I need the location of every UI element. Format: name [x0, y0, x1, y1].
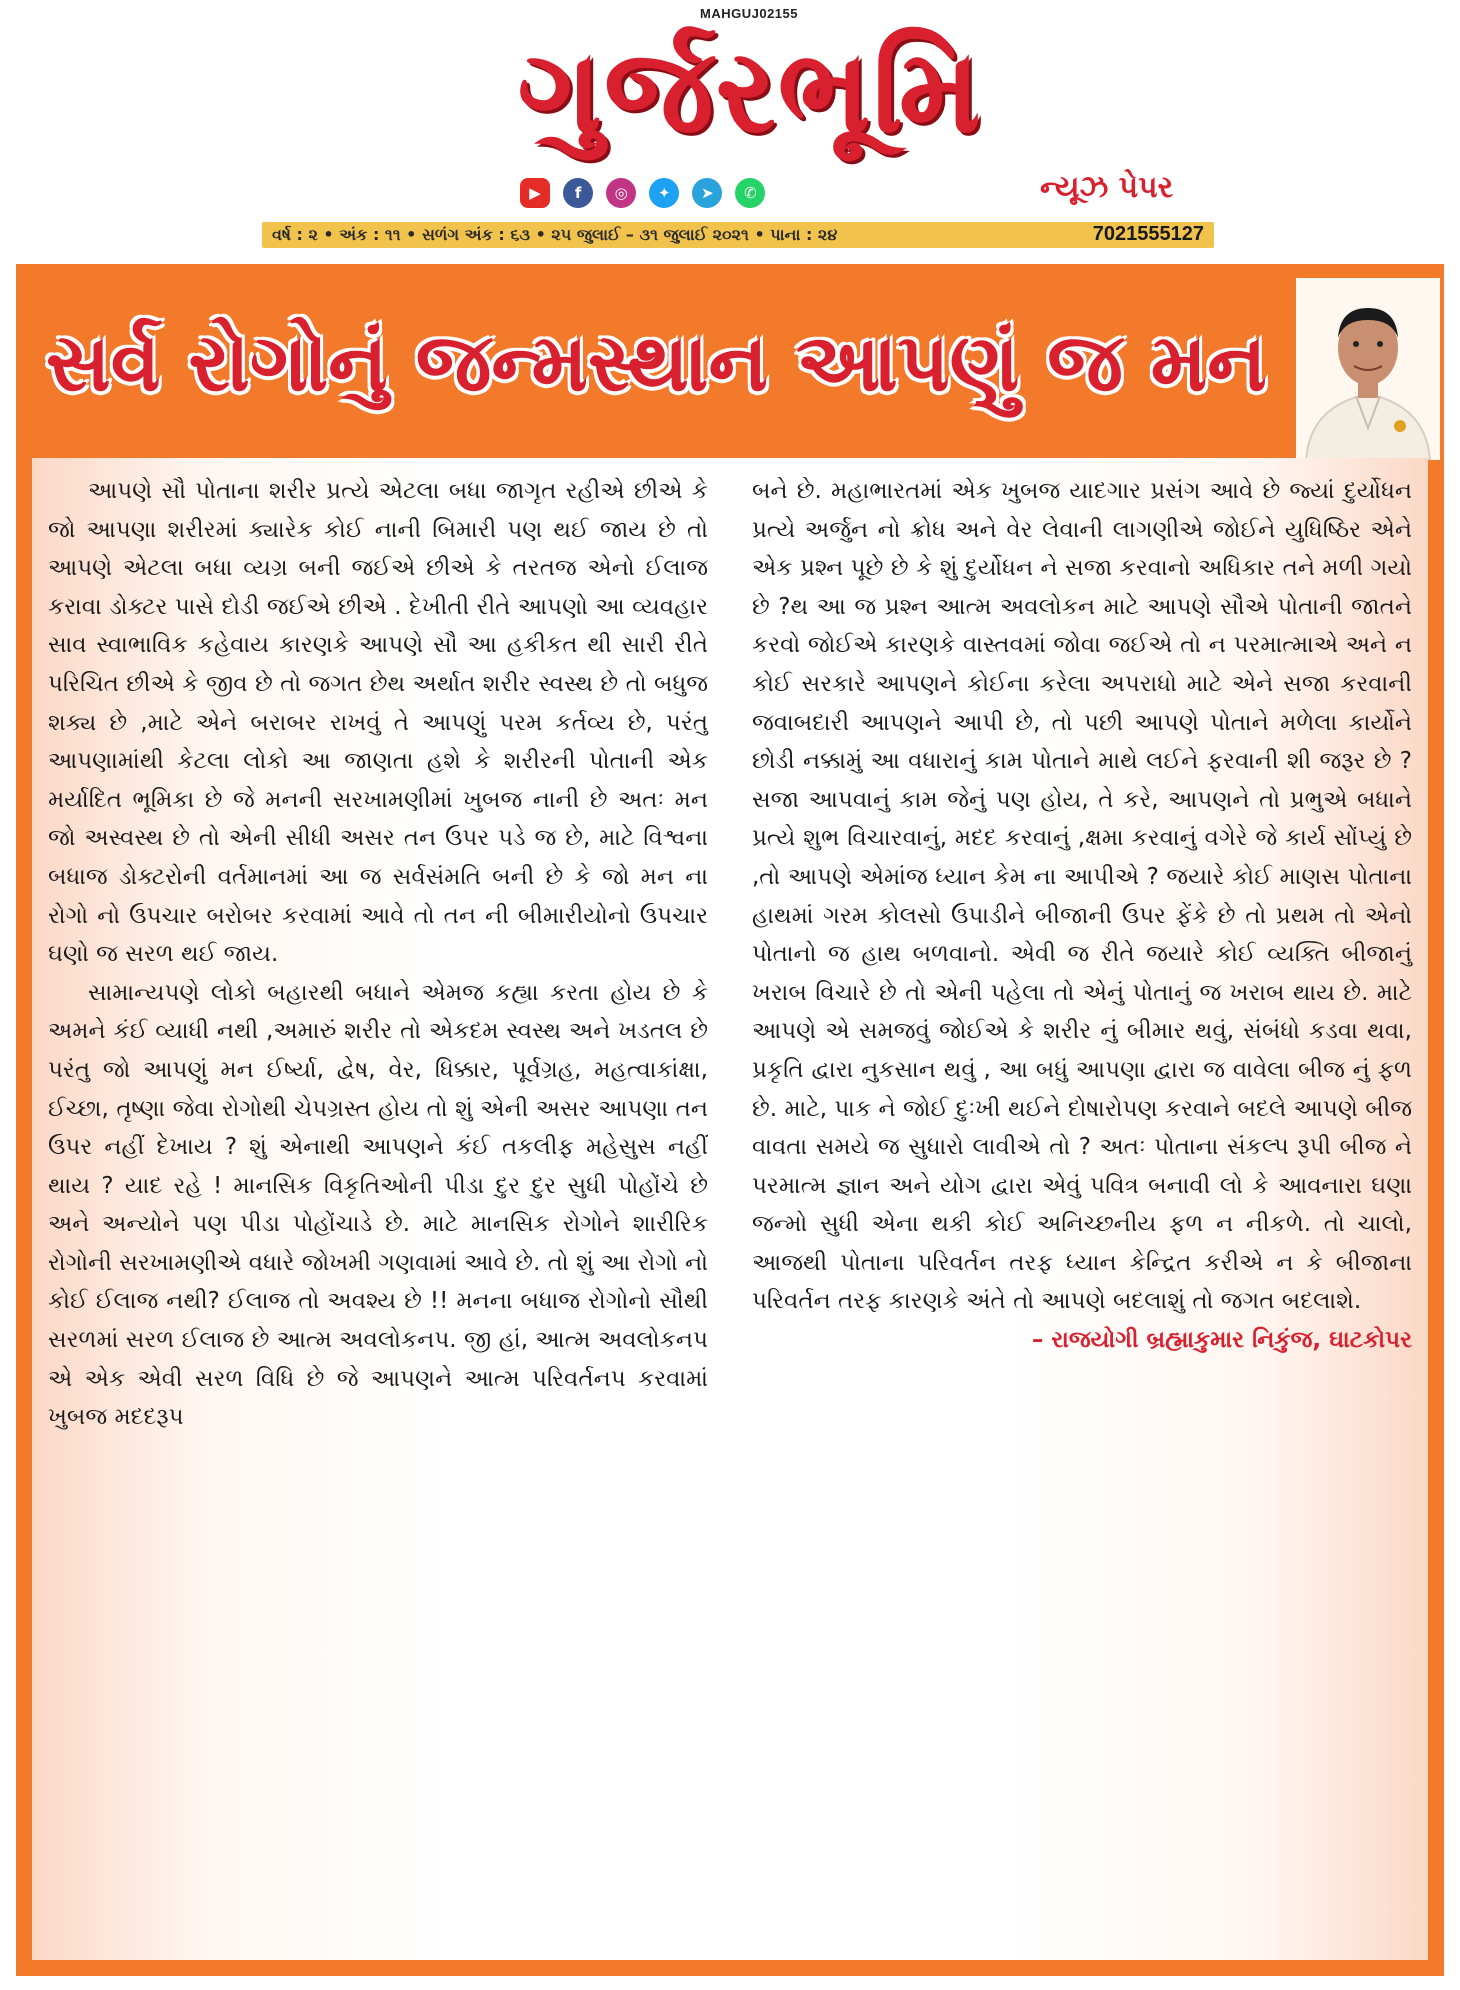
article-column-2 — [752, 472, 1412, 1360]
masthead-logo — [290, 22, 1210, 162]
author-byline: – રાજયોગી બ્રહ્માકુમાર નિકુંજ, ઘાટકોપર — [1031, 1327, 1412, 1354]
instagram-icon[interactable]: ◎ — [606, 178, 636, 208]
social-icons — [520, 178, 773, 212]
facebook-icon[interactable]: f — [563, 178, 593, 208]
youtube-icon[interactable]: ▶ — [520, 178, 550, 208]
issue-info: વર્ષ : ૨ • અંક : ૧૧ • સળંગ અંક : ૬૩ • ૨૫ જુલાઈ – ૩૧ જુલાઈ ૨૦૨૧ • પાના : ૨૪ — [272, 225, 838, 244]
paragraph: આપણે સૌ પોતાના શરીર પ્રત્યે એટલા બધા જાગૃત રહીએ છીએ કે જો આપણા શરીરમાં ક્યારેક કોઈ નાની બિમારી પણ થઈ જાય છે તો આપણે એટલા બધા વ્યગ્ર બની જઈએ છીએ કે તરતજ એનો ઈલાજ કરાવા ડોક્ટર પાસે દોડી જઈએ છીએ . દેખીતી રીતે આપણો આ વ્યવહાર સાવ સ્વાભાવિક કહેવાય કારણકે આપણે સૌ આ હકીકત થી સારી રીતે પરિચિત છીએ કે જીવ છે તો જગત છેથ અર્થાત શરીર સ્વસ્થ છે તો બધુજ શક્ય છે ,માટે એને બરાબર રાખવું તે આપણું પરમ કર્તવ્ય છે, પરંતુ આપણામાંથી કેટલા લોકો આ જાણતા હશે કે શરીરની પોતાની એક મર્યાદિત ભૂમિકા છે જે મનની સરખામણીમાં ખુબજ નાની છે અતઃ મન જો અસ્વસ્થ છે તો એની સીધી અસર તન ઉપર પડે જ છે, માટે વિશ્વના બધાજ ડોક્ટરોની વર્તમાનમાં આ જ સર્વસંમતિ બની છે કે જો મન ના રોગો નો ઉપચાર બરોબર કરવામાં આવે તો તન ની બીમારીયોનો ઉપચાર ઘણો જ સરળ થઈ જાય. — [48, 478, 708, 968]
article-headline: સર્વ રોગોનું જન્મસ્થાન આપણું જ મન — [46, 316, 1267, 409]
article-body — [32, 458, 1428, 1960]
article-column-1 — [48, 472, 708, 1437]
author-portrait — [1296, 278, 1440, 460]
paragraph: સામાન્યપણે લોકો બહારથી બધાને એમજ કહ્યા કરતા હોય છે કે અમને કંઈ વ્યાધી નથી ,અમારું શરીર તો એકદમ સ્વસ્થ અને ખડતલ છે પરંતુ જો આપણું મન ઈર્ષ્યા, દ્વેષ, વેર, ધિક્કાર, પૂર્વગ્રહ, મહત્વાકાંક્ષા, ઈચ્છા, તૃષ્ણા જેવા રોગોથી ચેપગ્રસ્ત હોય તો શું એની અસર આપણા તન ઉપર નહીં દેખાય ? શું એનાથી આપણને કંઈ તકલીફ મહેસુસ નહીં થાય ? યાદ રહે ! માનસિક વિકૃતિઓની પીડા દુર દુર સુધી પોહોંચે છે અને અન્યોને પણ પીડા પોહોંચાડે છે. માટે માનસિક રોગોને શારીરિક રોગોની સરખામણીએ વધારે જોખમી ગણવામાં આવે છે. તો શું આ રોગો નો કોઈ ઈલાજ નથી? ઈલાજ તો અવશ્ય છે !! મનના બધાજ રોગોનો સૌથી સરળમાં સરળ ઈલાજ છે આત્મ અવલોકનપ. જી હાં, આત્મ અવલોકનપ એ એક એવી સરળ વિધિ છે જે આપણને આત્મ પરિવર્તનપ કરવામાં ખુબજ મદદરૂપ — [48, 979, 708, 1431]
article-frame — [16, 264, 1444, 1976]
phone-number: 7021555127 — [1092, 223, 1204, 245]
telegram-icon[interactable]: ➤ — [692, 178, 722, 208]
twitter-icon[interactable]: ✦ — [649, 178, 679, 208]
whatsapp-icon[interactable]: ✆ — [735, 178, 765, 208]
paragraph: બને છે. મહાભારતમાં એક ખુબજ યાદગાર પ્રસંગ આવે છે જ્યાં દુર્યોધન પ્રત્યે અર્જુન નો ક્રોધ અને વેર લેવાની લાગણીએ જોઈને યુધિષ્ઠિર એને એક પ્રશ્ન પૂછે છે કે શું દુર્યોધન ને સજા કરવાનો અધિકાર તને મળી ગયો છે ?થ આ જ પ્રશ્ન આત્મ અવલોકન માટે આપણે સૌએ પોતાની જાતને કરવો જોઈએ કારણકે વાસ્તવમાં જોવા જઈએ તો ન પરમાત્માએ અને ન કોઈ સરકારે આપણને કોઈના કરેલા અપરાધો માટે એને સજા કરવાની જવાબદારી આપણને આપી છે, તો પછી આપણે પોતાને મળેલા કાર્યોને છોડી નક્કામું આ વધારાનું કામ પોતાને માથે લઈને ફરવાની શી જરૂર છે ? સજા આપવાનું કામ જેનું પણ હોય, તે કરે, આપણને તો પ્રભુએ બધાને પ્રત્યે શુભ વિચારવાનું, મદદ કરવાનું ,ક્ષમા કરવાનું વગેરે જે કાર્ય સોંપ્યું છે ,તો આપણે એમાંજ ધ્યાન કેમ ના આપીએ ? જયારે કોઈ માણસ પોતાના હાથમાં ગરમ કોલસો ઉપાડીને બીજાની ઉપર ફેંકે છે તો પ્રથમ તો એનો પોતાનો જ હાથ બળવાનો. એવી જ રીતે જયારે કોઈ વ્યક્તિ બીજાનું ખરાબ વિચારે છે તો એની પહેલા તો એનું પોતાનું જ ખરાબ થાય છે. માટે આપણે એ સમજવું જોઈએ કે શરીર નું બીમાર થવું, સંબંધો કડવા થવા, પ્રકૃતિ દ્વારા નુકસાન થવું , આ બધું આપણા દ્વારા જ વાવેલા બીજ નું ફળ છે. માટે, પાક ને જોઈ દુઃખી થઈને દોષારોપણ કરવાને બદલે આપણે બીજ વાવતા સમયે જ સુધારો લાવીએ તો ? અતઃ પોતાના સંકલ્પ રૂપી બીજ ને પરમાત્મ જ્ઞાન અને યોગ દ્વારા એવું પવિત્ર બનાવી લો કે આવનારા ઘણા જન્મો સુધી એના થકી કોઈ અનિચ્છનીય ફળ ન નીકળે. તો ચાલો, આજથી પોતાના પરિવર્તન તરફ ધ્યાન કેન્દ્રિત કરીએ ન કે બીજાના પરિવર્તન તરફ કારણકે અંતે તો આપણે બદલાશું તો જગત બદલાશે. — [752, 478, 1412, 1315]
newspaper-title: ગુર્જરભૂમિ — [517, 24, 983, 159]
issue-info-bar — [262, 222, 1214, 248]
registration-number: MAHGUJ02155 — [700, 6, 798, 21]
tagline: ન્યૂઝ પેપર — [1040, 170, 1174, 205]
